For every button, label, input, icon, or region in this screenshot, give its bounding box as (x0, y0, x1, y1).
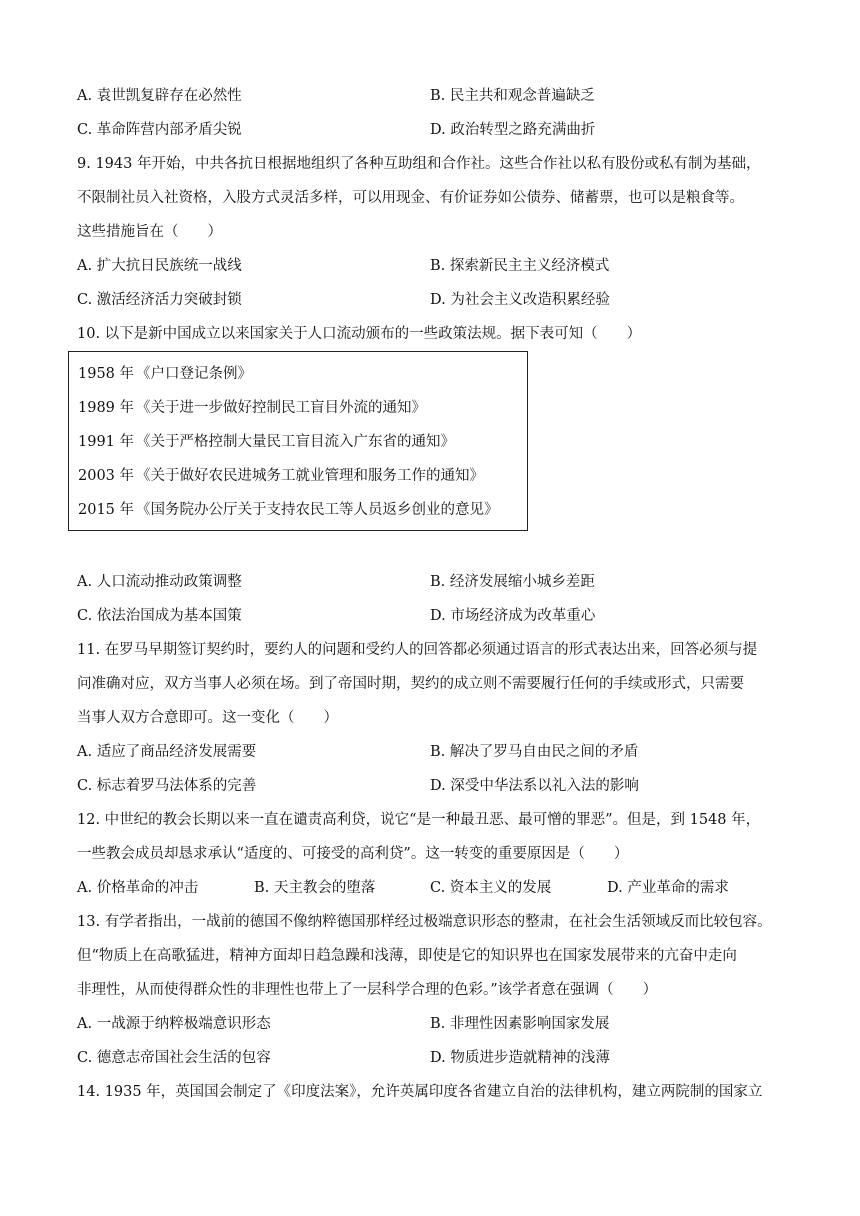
q14-stem-line-1: 14. 1935 年，英国国会制定了《印度法案》，允许英属印度各省建立自治的法律机构，建立两院制的国家立 (77, 1084, 763, 1100)
q12-stem-line-2: 一些教会成员却恳求承认“适度的、可接受的高利贷”。这一转变的重要原因是（ ） (77, 846, 629, 862)
q10-option-c: C. 依法治国成为基本国策 (77, 608, 242, 624)
q11-option-d: D. 深受中华法系以礼入法的影响 (430, 778, 639, 794)
q8-option-b: B. 民主共和观念普遍缺乏 (430, 88, 595, 104)
q12-stem-line-1: 12. 中世纪的教会长期以来一直在谴责高利贷，说它“是一种最丑恶、最可憎的罪恶”。但是，到 1548 年， (77, 812, 761, 828)
q13-option-b: B. 非理性因素影响国家发展 (430, 1016, 610, 1032)
policy-row (78, 500, 499, 520)
q13-stem-line-2: 但“物质上在高歌猛进，精神方面却日趋急躁和浅薄，即使是它的知识界也在国家发展带来的亢奋中走向 (77, 948, 737, 964)
q13-stem-line-3: 非理性，从而使得群众性的非理性也带上了一层科学合理的色彩。”该学者意在强调（ ） (77, 982, 658, 998)
q9-stem-line-1: 9. 1943 年开始，中共各抗日根据地组织了各种互助组和合作社。这些合作社以私有股份或私有制为基础， (77, 156, 761, 172)
policy-title: 《国务院办公厅关于支持农民工等人员返乡创业的意见》 (136, 502, 499, 518)
q10-stem: 10. 以下是新中国成立以来国家关于人口流动颁布的一些政策法规。据下表可知（ ） (77, 326, 642, 342)
q13-option-a: A. 一战源于纳粹极端意识形态 (77, 1016, 271, 1032)
q12-option-c: C. 资本主义的发展 (430, 880, 552, 896)
q9-option-b: B. 探索新民主主义经济模式 (430, 258, 610, 274)
q8-option-a: A. 袁世凯复辟存在必然性 (77, 88, 242, 104)
q9-option-d: D. 为社会主义改造积累经验 (430, 292, 610, 308)
policy-row (78, 466, 484, 486)
policy-year: 2015 年 (78, 502, 135, 518)
q11-stem-line-2: 问准确对应，双方当事人必须在场。到了帝国时期，契约的成立则不需要履行任何的手续或形式，只需要 (77, 676, 744, 692)
q10-option-d: D. 市场经济成为改革重心 (430, 608, 596, 624)
q11-option-a: A. 适应了商品经济发展需要 (77, 744, 257, 760)
q9-option-c: C. 激活经济活力突破封锁 (77, 292, 242, 308)
policy-title: 《户口登记条例》 (136, 366, 252, 382)
policy-title: 《关于进一步做好控制民工盲目外流的通知》 (136, 400, 426, 416)
q11-option-c: C. 标志着罗马法体系的完善 (77, 778, 257, 794)
policy-row (78, 364, 252, 384)
q8-option-c: C. 革命阵营内部矛盾尖锐 (77, 122, 242, 138)
q13-option-c: C. 德意志帝国社会生活的包容 (77, 1050, 271, 1066)
policy-table (68, 351, 528, 531)
policy-title: 《关于做好农民进城务工就业管理和服务工作的通知》 (136, 468, 484, 484)
q10-option-b: B. 经济发展缩小城乡差距 (430, 574, 595, 590)
q11-option-b: B. 解决了罗马自由民之间的矛盾 (430, 744, 639, 760)
q10-option-a: A. 人口流动推动政策调整 (77, 574, 242, 590)
policy-row (78, 398, 426, 418)
q13-stem-line-1: 13. 有学者指出，一战前的德国不像纳粹德国那样经过极端意识形态的整肃，在社会生活领域反而比较包容。 (77, 914, 772, 930)
policy-row (78, 432, 455, 452)
policy-year: 1958 年 (78, 366, 135, 382)
q13-option-d: D. 物质进步造就精神的浅薄 (430, 1050, 610, 1066)
policy-year: 1989 年 (78, 400, 135, 416)
q9-stem-line-2: 不限制社员入社资格，入股方式灵活多样，可以用现金、有价证券如公债券、储蓄票，也可以是粮食等。 (77, 190, 744, 206)
q9-option-a: A. 扩大抗日民族统一战线 (77, 258, 242, 274)
q12-option-a: A. 价格革命的冲击 (77, 880, 199, 896)
q12-option-b: B. 天主教会的堕落 (254, 880, 376, 896)
q8-option-d: D. 政治转型之路充满曲折 (430, 122, 596, 138)
q11-stem-line-1: 11. 在罗马早期签订契约时，要约人的问题和受约人的回答都必须通过语言的形式表达出来，回答必须与提 (77, 642, 758, 658)
policy-year: 1991 年 (78, 434, 135, 450)
q9-stem-line-3: 这些措施旨在（ ） (77, 224, 222, 240)
q12-option-d: D. 产业革命的需求 (607, 880, 729, 896)
policy-year: 2003 年 (78, 468, 135, 484)
q11-stem-line-3: 当事人双方合意即可。这一变化（ ） (77, 710, 338, 726)
policy-title: 《关于严格控制大量民工盲目流入广东省的通知》 (136, 434, 455, 450)
